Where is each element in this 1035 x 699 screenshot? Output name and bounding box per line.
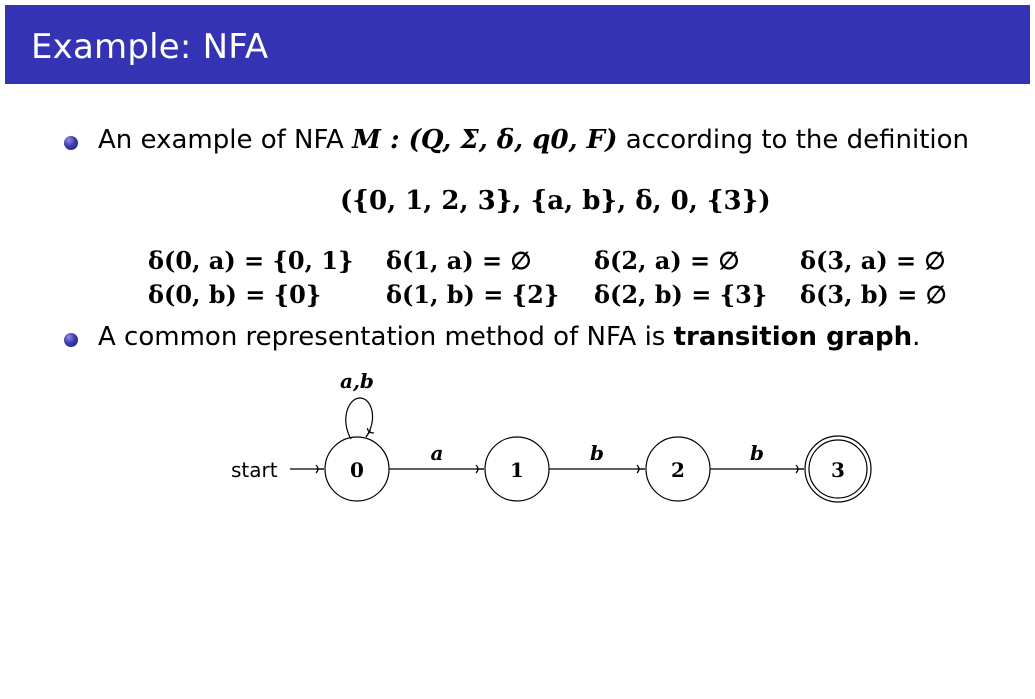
transition-1-a: δ(1, a) = ∅ xyxy=(386,246,532,275)
edge-1-2-label: b xyxy=(590,441,604,465)
transition-0-a: δ(0, a) = {0, 1} xyxy=(148,246,354,275)
bullet-2-bold-term: transition graph xyxy=(673,322,913,352)
transition-3-a: δ(3, a) = ∅ xyxy=(800,246,946,275)
bullet-1-suffix: according to the definition xyxy=(625,125,970,155)
transition-0-b: δ(0, b) = {0} xyxy=(148,280,322,309)
nfa-tuple-example: ({0, 1, 2, 3}, {a, b}, δ, 0, {3}) xyxy=(340,186,771,216)
edge-0-1-label: a xyxy=(430,441,444,465)
self-loop-edge xyxy=(346,398,373,439)
self-loop-label: a,b xyxy=(340,369,374,393)
state-0-label: 0 xyxy=(350,458,364,482)
state-2-label: 2 xyxy=(671,458,685,482)
transition-2-b: δ(2, b) = {3} xyxy=(594,280,768,309)
bullet-2-prefix: A common representation method of NFA is xyxy=(98,322,666,352)
nfa-tuple-definition: M : (Q, Σ, δ, q0, F) xyxy=(352,125,618,155)
state-3-label: 3 xyxy=(831,458,845,482)
slide-title: Example: NFA xyxy=(31,27,269,67)
transition-3-b: δ(3, b) = ∅ xyxy=(800,280,947,309)
start-label: start xyxy=(231,458,278,482)
edge-2-3-label: b xyxy=(750,441,764,465)
bullet-2-suffix: . xyxy=(912,322,921,352)
state-1-label: 1 xyxy=(510,458,524,482)
bullet-1-prefix: An example of NFA xyxy=(98,125,344,155)
transition-2-a: δ(2, a) = ∅ xyxy=(594,246,740,275)
transition-1-b: δ(1, b) = {2} xyxy=(386,280,560,309)
